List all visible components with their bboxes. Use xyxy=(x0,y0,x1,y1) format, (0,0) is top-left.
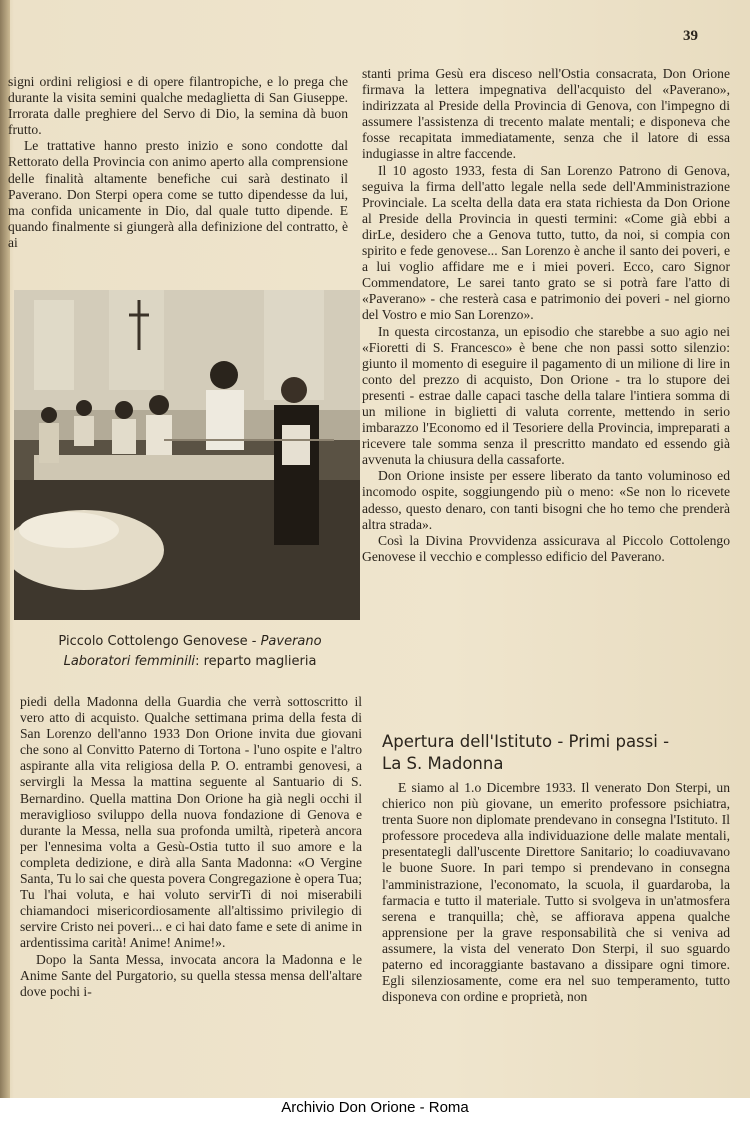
section-text xyxy=(382,780,730,1005)
paragraph: E siamo al 1.o Dicembre 1933. Il venerato Don Sterpi, un chierico non più giovane, un emerito professore psichiatra, trenta Suore non diplomate prendevano in consegna l'Istituto. Il professore procedeva alla individuazione delle malate mentali, presentategli dall'uscente Direttore Sanitario; lo coadiuvavano le buone Suore. In pari tempo si prendevano in consegna l'amministrazione, l'economato, la scuola, il guardaroba, la farmacia e tutto il materiale. Tutto si svolgeva in un'atmosfera serena e tranquilla; chè, se affiorava appena qualche apprensione per la grave responsabilità che si veniva ad assumere, la vista del venerato Don Sterpi, il suo sguardo paterno ed incoraggiante bastavano a dissipare ogni timore. Egli silenziosamente, come era nel suo temperamento, tutto disponeva con ordine e proprietà, non xyxy=(382,780,730,1005)
paragraph: Le trattative hanno presto inizio e sono condotte dal Rettorato della Provincia con animo aperto alla comprensione delle finalità altamente benefiche cui sarà destinato il Paverano. Don Sterpi opera come se tutto dipendesse da lui, ma confida unicamente in Dio, dal quale tutto dipende. E quando finalmente si giungerà alla definizione del contratto, è ai xyxy=(8,138,348,250)
heading-line-2: La S. Madonna xyxy=(382,754,504,773)
paragraph: In questa circostanza, un episodio che starebbe a suo agio nei «Fioretti di S. Francesco» è bene che non passi sotto silenzio: giunto il momento di eseguire il pagamento di un milione di lire in conto del prezzo di acquisto, Don Orione - tra lo stupore dei presenti - estrae dalle capaci tasche della talare l'intiera somma di un milione in biglietti di valuta corrente, mettendo in serio imbarazzo l'Economo ed il Tesoriere della Provincia, impreparati a ricevere tale somma senza il prescritto mandato ed essendo già avvenuta la chiusura della cassaforte. xyxy=(362,323,730,468)
caption-section: : reparto maglieria xyxy=(195,654,317,669)
page-number: 39 xyxy=(683,28,698,44)
paragraph: piedi della Madonna della Guardia che verrà sottoscritto il vero atto di acquisto. Qualche settimana prima della festa di San Lorenzo dell'anno 1933 Don Orione invita due giovani che sono al Convitto Paterno di Tortona - l'uno ospite e l'altro aspirante alla vita religiosa della P. O. entrambi genovesi, a servirgli la Messa la mattina seguente al Santuario di S. Bernardino. Quella mattina Don Orione ha già negli occhi il meraviglioso sviluppo della nuova fondazione di Genova e durante la Messa, nella sua profonda umiltà, ripeterà ancora per l'ennesima volta a Gesù-Ostia tutto il suo amore e la completa dedizione, e dirà alla Santa Madonna: «O Vergine Santa, Tu lo sai che questa povera Congregazione è opera Tua; Tu l'hai voluta, e hai voluto servirTi di noi miserabili chiamandoci misericordiosamente all'altissimo privilegio di servire Cristo nei poveri... e ci hai dato fame e sete di anime in ardentissima carità! Anime! Anime!». xyxy=(20,694,362,951)
paragraph: signi ordini religiosi e di opere filantropiche, e lo prega che durante la visita semini qualche medaglietta di San Giuseppe. Irrorata dalle preghiere del Servo di Dio, la semina dà buon frutto. xyxy=(8,74,348,138)
workshop-photo xyxy=(14,290,360,620)
photo-illustration xyxy=(14,290,360,620)
heading-line-1: Apertura dell'Istituto - Primi passi - xyxy=(382,732,670,751)
left-column-bottom-text xyxy=(20,694,362,1000)
archive-footer: Archivio Don Orione - Roma xyxy=(0,1098,750,1122)
left-column-top-text xyxy=(8,74,348,251)
right-column-text xyxy=(362,66,730,565)
caption-line-2 xyxy=(30,652,350,672)
paragraph: Il 10 agosto 1933, festa di San Lorenzo Patrono di Genova, seguiva la firma dell'atto legale nella sede dell'Amministrazione Provinciale. La scelta della data era stata richiesta da Don Orione al Preside della Provincia in questi termini: «Come già ebbi a dirLe, desidero che a Genova tutto, tutto, da noi, si compia con spirito e fede genovese... San Lorenzo è anche il santo dei poveri, e a lui voglio affidare me e i miei poveri. Ecco, caro Signor Commendatore, Le sarei tanto grato se si potrà fare l'atto di «Paverano» - che resterà casa e patrimonio dei poveri - nel giorno del Vostro e mio San Lorenzo». xyxy=(362,162,730,323)
caption-place: Paverano xyxy=(260,634,322,649)
paragraph: stanti prima Gesù era disceso nell'Ostia consacrata, Don Orione firmava la lettera impegnativa dell'acquisto del «Paverano», indirizzata al Preside della Provincia di Genova, con l'impegno di assumere l'assistenza di trecento malate mentali; e disponeva che fosse recapitata immediatamente, senza che il latore di essa indugiasse in altre faccende. xyxy=(362,66,730,162)
photo-caption xyxy=(30,632,350,672)
caption-line-1 xyxy=(30,632,350,652)
paragraph: Dopo la Santa Messa, invocata ancora la Madonna e le Anime Sante del Purgatorio, su quella stessa mensa dell'altare dove pochi i- xyxy=(20,951,362,999)
section-heading xyxy=(382,731,732,775)
caption-location: Piccolo Cottolengo Genovese - xyxy=(58,634,261,649)
paragraph: Don Orione insiste per essere liberato da tanto voluminoso ed incomodo ospite, soggiungendo più o meno: «Se non lo ricevete adesso, questo denaro, con tanti bisogni che ho temo che prenderà altra strada». xyxy=(362,468,730,532)
caption-department: Laboratori femminili xyxy=(63,654,196,669)
paragraph: Così la Divina Provvidenza assicurava al Piccolo Cottolengo Genovese il vecchio e complesso edificio del Paverano. xyxy=(362,532,730,564)
